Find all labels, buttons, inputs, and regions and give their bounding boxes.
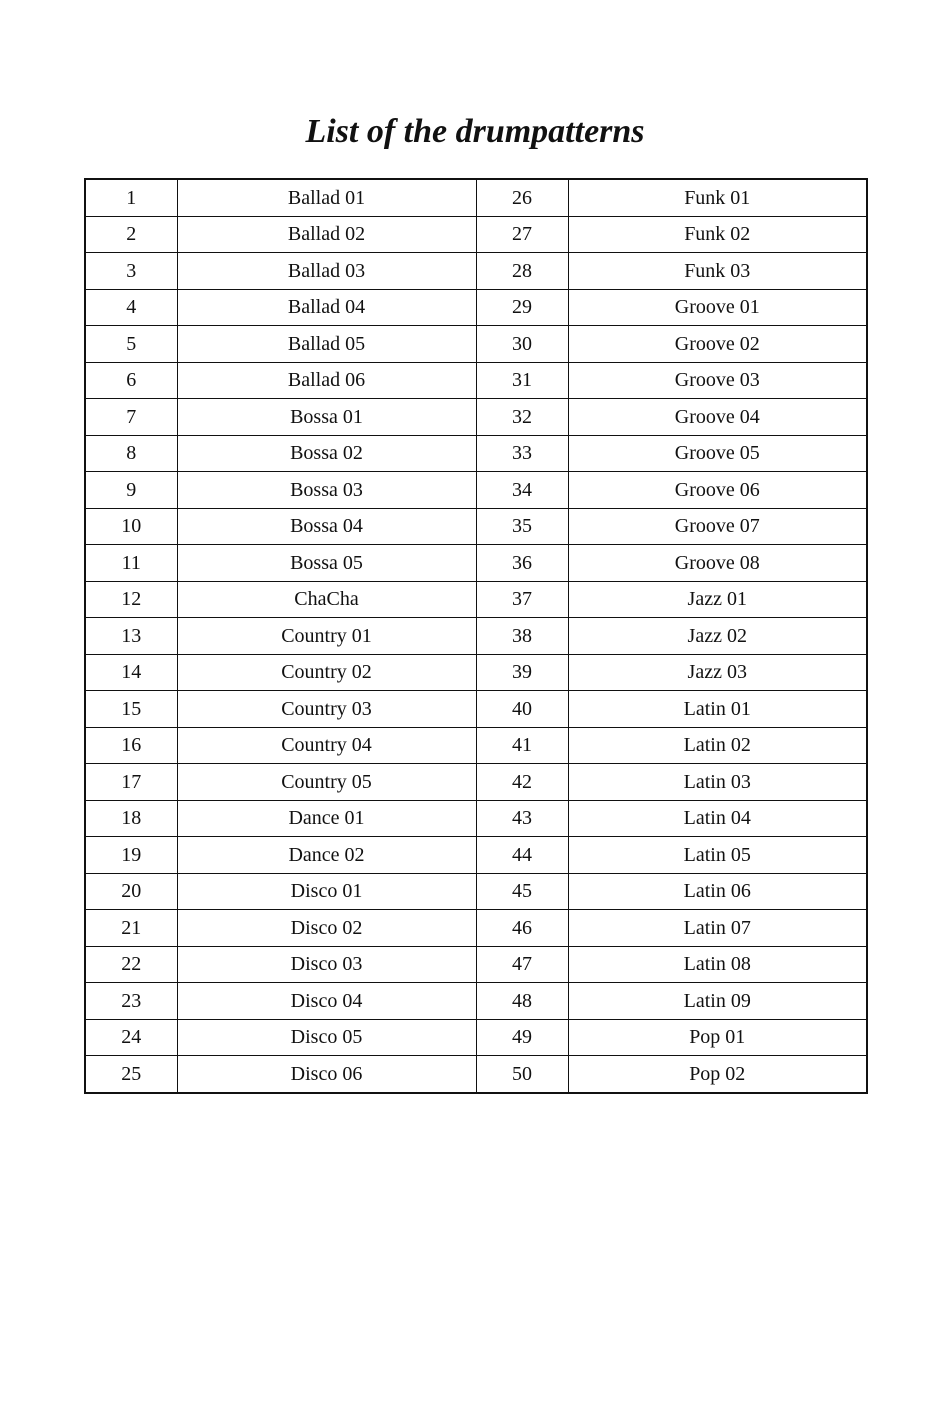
pattern-number-cell: 2 — [85, 216, 177, 253]
pattern-number-cell: 14 — [85, 654, 177, 691]
pattern-name-cell: Bossa 03 — [177, 472, 476, 509]
pattern-name-cell: Ballad 02 — [177, 216, 476, 253]
pattern-number-cell: 32 — [476, 399, 568, 436]
pattern-name-cell: Funk 02 — [568, 216, 867, 253]
pattern-number-cell: 42 — [476, 764, 568, 801]
pattern-name-cell: Groove 08 — [568, 545, 867, 582]
pattern-name-cell: Disco 02 — [177, 910, 476, 947]
pattern-number-cell: 17 — [85, 764, 177, 801]
table-row — [85, 910, 867, 947]
pattern-name-cell: Bossa 01 — [177, 399, 476, 436]
pattern-name-cell: Latin 06 — [568, 873, 867, 910]
pattern-number-cell: 35 — [476, 508, 568, 545]
pattern-number-cell: 39 — [476, 654, 568, 691]
pattern-number-cell: 15 — [85, 691, 177, 728]
table-row — [85, 289, 867, 326]
pattern-number-cell: 6 — [85, 362, 177, 399]
pattern-number-cell: 23 — [85, 983, 177, 1020]
pattern-number-cell: 22 — [85, 946, 177, 983]
pattern-name-cell: Ballad 01 — [177, 179, 476, 216]
pattern-name-cell: Groove 04 — [568, 399, 867, 436]
table-row — [85, 253, 867, 290]
pattern-name-cell: Latin 02 — [568, 727, 867, 764]
pattern-number-cell: 3 — [85, 253, 177, 290]
table-row — [85, 654, 867, 691]
pattern-name-cell: Disco 01 — [177, 873, 476, 910]
pattern-number-cell: 9 — [85, 472, 177, 509]
table-row — [85, 508, 867, 545]
pattern-number-cell: 47 — [476, 946, 568, 983]
pattern-name-cell: Pop 02 — [568, 1056, 867, 1093]
pattern-name-cell: Groove 01 — [568, 289, 867, 326]
pattern-number-cell: 41 — [476, 727, 568, 764]
pattern-name-cell: Bossa 04 — [177, 508, 476, 545]
pattern-name-cell: ChaCha — [177, 581, 476, 618]
pattern-number-cell: 38 — [476, 618, 568, 655]
pattern-number-cell: 1 — [85, 179, 177, 216]
pattern-number-cell: 45 — [476, 873, 568, 910]
table-row — [85, 691, 867, 728]
table-row — [85, 1056, 867, 1093]
pattern-number-cell: 4 — [85, 289, 177, 326]
pattern-name-cell: Country 05 — [177, 764, 476, 801]
pattern-name-cell: Ballad 04 — [177, 289, 476, 326]
table-row — [85, 618, 867, 655]
pattern-number-cell: 16 — [85, 727, 177, 764]
pattern-number-cell: 49 — [476, 1019, 568, 1056]
table-row — [85, 1019, 867, 1056]
pattern-name-cell: Groove 02 — [568, 326, 867, 363]
pattern-number-cell: 11 — [85, 545, 177, 582]
pattern-name-cell: Ballad 05 — [177, 326, 476, 363]
pattern-name-cell: Latin 07 — [568, 910, 867, 947]
pattern-name-cell: Country 04 — [177, 727, 476, 764]
pattern-number-cell: 43 — [476, 800, 568, 837]
table-row — [85, 946, 867, 983]
pattern-number-cell: 8 — [85, 435, 177, 472]
pattern-name-cell: Latin 08 — [568, 946, 867, 983]
pattern-name-cell: Groove 06 — [568, 472, 867, 509]
drumpattern-table — [84, 178, 868, 1094]
pattern-number-cell: 21 — [85, 910, 177, 947]
pattern-number-cell: 13 — [85, 618, 177, 655]
pattern-number-cell: 12 — [85, 581, 177, 618]
pattern-name-cell: Latin 05 — [568, 837, 867, 874]
pattern-number-cell: 5 — [85, 326, 177, 363]
drumpattern-table-body — [85, 179, 867, 1093]
pattern-number-cell: 34 — [476, 472, 568, 509]
pattern-number-cell: 28 — [476, 253, 568, 290]
pattern-name-cell: Pop 01 — [568, 1019, 867, 1056]
table-row — [85, 983, 867, 1020]
pattern-name-cell: Jazz 02 — [568, 618, 867, 655]
pattern-number-cell: 40 — [476, 691, 568, 728]
pattern-name-cell: Groove 07 — [568, 508, 867, 545]
pattern-name-cell: Bossa 05 — [177, 545, 476, 582]
pattern-number-cell: 33 — [476, 435, 568, 472]
table-row — [85, 326, 867, 363]
pattern-name-cell: Disco 03 — [177, 946, 476, 983]
pattern-name-cell: Ballad 03 — [177, 253, 476, 290]
pattern-name-cell: Latin 03 — [568, 764, 867, 801]
pattern-number-cell: 24 — [85, 1019, 177, 1056]
pattern-number-cell: 7 — [85, 399, 177, 436]
table-row — [85, 800, 867, 837]
table-row — [85, 837, 867, 874]
pattern-name-cell: Country 01 — [177, 618, 476, 655]
pattern-name-cell: Dance 02 — [177, 837, 476, 874]
table-row — [85, 727, 867, 764]
page-title: List of the drumpatterns — [305, 113, 645, 150]
pattern-number-cell: 46 — [476, 910, 568, 947]
pattern-name-cell: Country 03 — [177, 691, 476, 728]
pattern-name-cell: Latin 01 — [568, 691, 867, 728]
pattern-name-cell: Latin 09 — [568, 983, 867, 1020]
pattern-number-cell: 19 — [85, 837, 177, 874]
pattern-number-cell: 29 — [476, 289, 568, 326]
pattern-name-cell: Groove 05 — [568, 435, 867, 472]
pattern-number-cell: 18 — [85, 800, 177, 837]
table-row — [85, 399, 867, 436]
pattern-number-cell: 50 — [476, 1056, 568, 1093]
pattern-number-cell: 25 — [85, 1056, 177, 1093]
pattern-name-cell: Jazz 03 — [568, 654, 867, 691]
pattern-name-cell: Dance 01 — [177, 800, 476, 837]
pattern-number-cell: 37 — [476, 581, 568, 618]
pattern-name-cell: Funk 03 — [568, 253, 867, 290]
pattern-name-cell: Disco 05 — [177, 1019, 476, 1056]
pattern-name-cell: Bossa 02 — [177, 435, 476, 472]
pattern-number-cell: 10 — [85, 508, 177, 545]
pattern-number-cell: 44 — [476, 837, 568, 874]
pattern-name-cell: Ballad 06 — [177, 362, 476, 399]
table-row — [85, 764, 867, 801]
pattern-name-cell: Country 02 — [177, 654, 476, 691]
table-row — [85, 873, 867, 910]
table-row — [85, 435, 867, 472]
pattern-number-cell: 30 — [476, 326, 568, 363]
pattern-number-cell: 27 — [476, 216, 568, 253]
table-row — [85, 581, 867, 618]
pattern-name-cell: Disco 04 — [177, 983, 476, 1020]
pattern-name-cell: Funk 01 — [568, 179, 867, 216]
table-row — [85, 216, 867, 253]
pattern-number-cell: 20 — [85, 873, 177, 910]
pattern-name-cell: Latin 04 — [568, 800, 867, 837]
table-row — [85, 545, 867, 582]
pattern-name-cell: Jazz 01 — [568, 581, 867, 618]
pattern-name-cell: Disco 06 — [177, 1056, 476, 1093]
table-row — [85, 362, 867, 399]
pattern-number-cell: 48 — [476, 983, 568, 1020]
pattern-number-cell: 31 — [476, 362, 568, 399]
table-row — [85, 472, 867, 509]
table-row — [85, 179, 867, 216]
pattern-name-cell: Groove 03 — [568, 362, 867, 399]
pattern-number-cell: 36 — [476, 545, 568, 582]
pattern-number-cell: 26 — [476, 179, 568, 216]
